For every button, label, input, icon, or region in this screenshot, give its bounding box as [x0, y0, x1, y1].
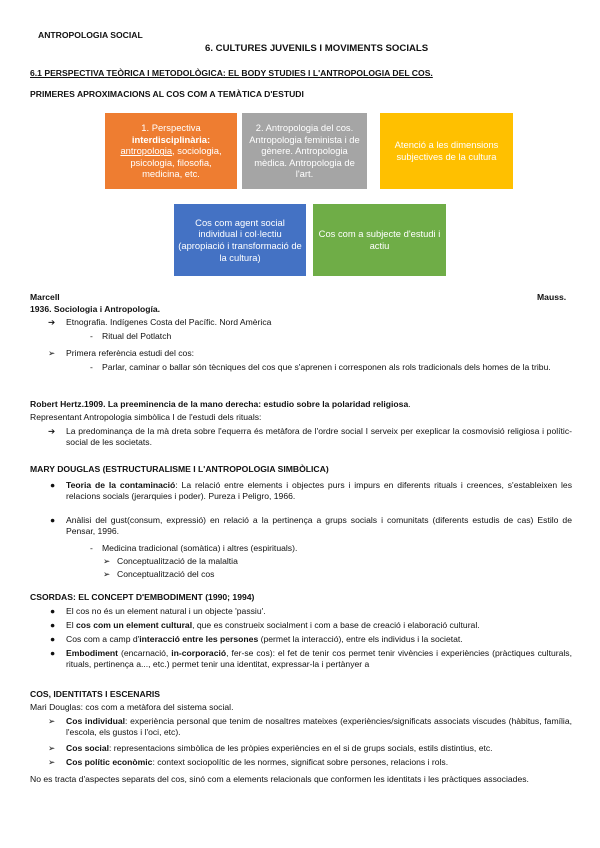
diagram-box-social-agent: Cos com agent social individual i col·lectiu (apropiació i transformació de la cultura) — [174, 204, 306, 276]
mauss-item-2-sub: Parlar, caminar o ballar són tècniques del cos que s'aprenen i corresponen als rols tradicionals dels homes de la tribu. — [102, 362, 551, 372]
hertz-item: La predominança de la mà dreta sobre l'equerra és metàfora de l'ordre social I serveix per exeplicar la cosmovisió religiosa i polític-social de les societats. — [66, 426, 572, 448]
mauss-item-1: Etnografia. Indígenes Costa del Pacífic. Nord Amèrica — [66, 317, 272, 327]
douglas-item-2: Anàlisi del gust(consum, expressió) en relació a la pertinença a grups socials i comunitats (diferents estudis de cas) Estilo de Pensar, 1996. — [66, 515, 572, 537]
dot-bullet-icon: ● — [50, 620, 56, 630]
mauss-work: 1936. Sociologia i Antropología. — [30, 304, 161, 314]
section-title: 6.1 PERSPECTIVA TEÒRICA I METODOLÒGICA: EL BODY STUDIES I L'ANTROPOLOGIA DEL COS. — [30, 68, 433, 78]
cos-item-political: Cos polític econòmic: context sociopolític de les normes, significat sobre persones, relacions i rols. — [66, 757, 449, 767]
arrow-bullet-icon: ➔ — [48, 317, 56, 327]
douglas-item-2-sub: Medicina tradicional (somàtica) i altres (espirituals). — [102, 543, 298, 553]
dot-bullet-icon: ● — [50, 480, 56, 490]
author-first-name: Marcell — [30, 292, 60, 302]
cos-intro: Mari Douglas: cos com a metàfora del sistema social. — [30, 702, 234, 712]
course-title: ANTROPOLOGIA SOCIAL — [38, 30, 143, 40]
douglas-item-1: Teoria de la contaminació: La relació entre elements i objectes purs i impurs en diferents rituals i creences, s'estableixen les relacions socials (jerarquies i poder). Pureza i Peligro, 1966. — [66, 480, 573, 502]
section-subtitle: PRIMERES APROXIMACIONS AL COS COM A TEMÀTICA D'ESTUDI — [30, 89, 304, 99]
chevron-bullet-icon: ➢ — [48, 757, 56, 767]
hertz-desc: Representant Antropologia simbòlica I de l'estudi dels rituals: — [30, 412, 262, 422]
dot-bullet-icon: ● — [50, 606, 56, 616]
diagram-box-subjective: Atenció a les dimensions subjectives de la cultura — [380, 113, 513, 189]
dash-bullet-icon: - — [90, 362, 93, 372]
mauss-item-2: Primera referència estudi del cos: — [66, 348, 195, 358]
csordas-item-4: Embodiment (encarnació, in-corporació, fer-se cos): el fet de tenir cos permet tenir vivències i experiències (pràctiques culturals, rituals, pertinença a..., etc.) permet tenir una identitat, expressar-la i pertànyer a — [66, 648, 572, 670]
cos-title: COS, IDENTITATS I ESCENARIS — [30, 689, 161, 699]
chevron-bullet-icon: ➢ — [103, 556, 111, 566]
cos-closing: No es tracta d'aspectes separats del cos, sinó com a elements relacionals que conformen les identitats i les pràctiques associades. — [30, 774, 529, 784]
dot-bullet-icon: ● — [50, 648, 56, 658]
diagram-box-interdisciplinary: 1. Perspectiva interdisciplinària: antropologia, sociologia, psicologia, filosofia, medicina, etc. — [105, 113, 237, 189]
cos-item-social: Cos social: representacions simbòlica de les pròpies experiències en el si de grups socials, estils distintius, etc. — [66, 743, 493, 753]
cos-item-individual: Cos individual: experiència personal que tenim de nosaltres mateixes (experiències/significats associats viscudes (hàbitus, família, l'escola, els gustos i l'oci, etc). — [66, 716, 572, 738]
dot-bullet-icon: ● — [50, 515, 56, 525]
chevron-bullet-icon: ➢ — [103, 569, 111, 579]
dash-bullet-icon: - — [90, 331, 93, 341]
author-last-name: Mauss. — [537, 292, 567, 302]
csordas-title: CSORDAS: EL CONCEPT D'EMBODIMENT (1990; 1994) — [30, 592, 255, 602]
douglas-sub-1: Conceptualització de la malaltia — [117, 556, 238, 566]
dot-bullet-icon: ● — [50, 634, 56, 644]
dash-bullet-icon: - — [90, 543, 93, 553]
douglas-title: MARY DOUGLAS (ESTRUCTURALISME I L'ANTROPOLOGIA SIMBÒLICA) — [30, 464, 329, 474]
csordas-item-3: Cos com a camp d'interacció entre les persones (permet la interacció), entre els individus i la societat. — [66, 634, 463, 644]
csordas-item-2: El cos com un element cultural, que es construeix socialment i com a base de creació i elaboració cultural. — [66, 620, 480, 630]
mauss-item-1-sub: Ritual del Potlatch — [102, 331, 172, 341]
hertz-title: Robert Hertz.1909. La preeminencia de la mano derecha: estudio sobre la polaridad religiosa. — [30, 399, 411, 409]
diagram-box-subject: Cos com a subjecte d'estudi i actiu — [313, 204, 446, 276]
chevron-bullet-icon: ➢ — [48, 348, 56, 358]
arrow-bullet-icon: ➔ — [48, 426, 56, 436]
chapter-title: 6. CULTURES JUVENILS I MOVIMENTS SOCIALS — [205, 43, 429, 54]
douglas-sub-2: Conceptualització del cos — [117, 569, 215, 579]
chevron-bullet-icon: ➢ — [48, 716, 56, 726]
chevron-bullet-icon: ➢ — [48, 743, 56, 753]
csordas-item-1: El cos no és un element natural i un objecte 'passiu'. — [66, 606, 266, 616]
diagram-box-anthropology-body: 2. Antropologia del cos. Antropologia feminista i de gènere. Antropologia mèdica. Antropologia de l'art. — [242, 113, 367, 189]
